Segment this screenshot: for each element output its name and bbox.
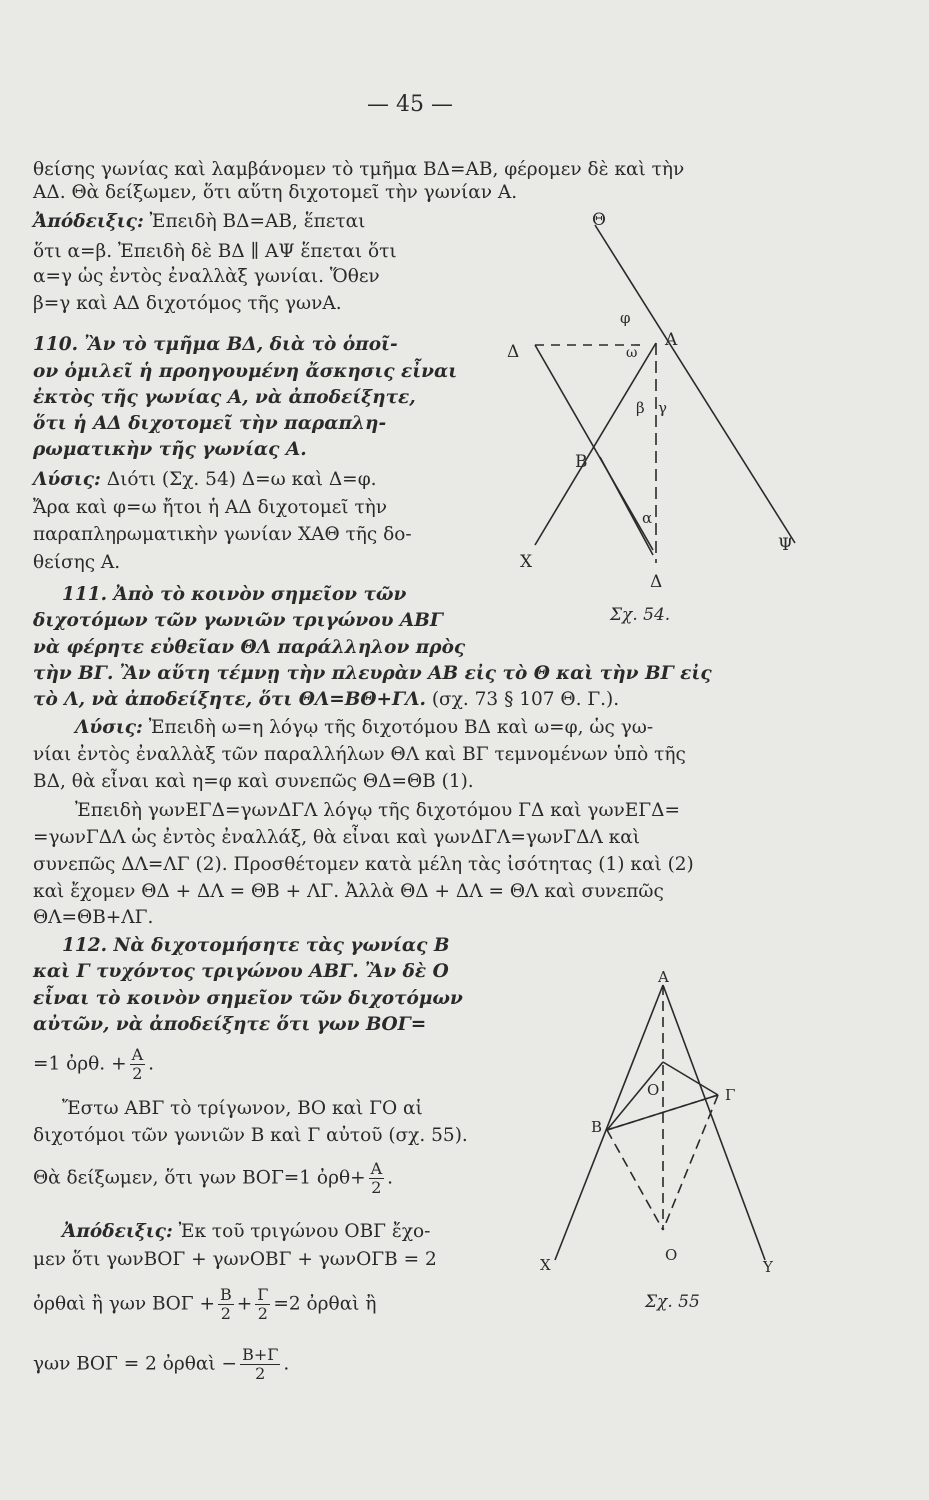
label-gamma: γ [658, 399, 667, 417]
line-b-delta [600, 457, 653, 555]
fraction [240, 1346, 280, 1383]
label-y: Υ [763, 1258, 773, 1276]
figure-54 [495, 195, 825, 635]
problem-111-line: νὰ φέρητε εὐθεῖαν ΘΛ παράλληλον πρὸς [33, 637, 466, 658]
label-b: Β [575, 452, 588, 472]
solution-line [75, 717, 653, 739]
fraction-denominator: 2 [255, 1364, 266, 1383]
reference: (σχ. 73 § 107 Θ. Γ.). [431, 689, 620, 710]
equation-tail: . [283, 1353, 290, 1375]
problem-111-line: τὴν ΒΓ. Ἂν αὕτη τέμνῃ τὴν πλευρὰν ΑΒ εἰς τὸ Θ καὶ τὴν ΒΓ εἰς [33, 663, 712, 684]
problem-110-line: ον ὁμιλεῖ ἡ προηγουμένη ἄσκησις εἶναι [33, 361, 458, 382]
fraction [218, 1286, 234, 1323]
figure-54-caption: Σχ. 54. [610, 605, 671, 625]
text-line: παραπληρωματικὴν γωνίαν ΧΑΘ τῆς δο- [33, 524, 412, 545]
equation-text: =2 ὀρθαὶ ἢ [273, 1293, 377, 1315]
dashed-b [607, 1130, 663, 1230]
problem-111-line: διχοτόμων τῶν γωνιῶν τριγώνου ΑΒΓ [33, 610, 443, 631]
text-line: θείσης γωνίας καὶ λαμβάνομεν τὸ τμῆμα ΒΔ=ΑΒ, φέρομεν δὲ καὶ τὴν [33, 159, 685, 180]
text-line: β=γ καὶ ΑΔ διχοτόμος τῆς γωνΑ. [33, 293, 342, 314]
equation-line [33, 1286, 376, 1323]
problem-111-line: τὸ Λ, νὰ ἀποδείξητε, ὅτι ΘΛ=ΒΘ+ΓΛ. [33, 689, 426, 710]
label-x: Χ [540, 1256, 551, 1274]
label-phi: φ [620, 309, 631, 327]
side-ag [663, 985, 765, 1260]
text-line: συνεπῶς ΔΛ=ΛΓ (2). Προσθέτομεν κατὰ μέλη τὰς ἰσότητας (1) καὶ (2) [33, 854, 694, 875]
text-line: Ἔστω ΑΒΓ τὸ τρίγωνον, ΒΟ καὶ ΓΟ αἱ [62, 1098, 423, 1119]
proof-line [62, 1221, 430, 1243]
text-line: καὶ ἔχομεν ΘΔ + ΔΛ = ΘΒ + ΛΓ. Ἀλλὰ ΘΔ + ΔΛ = ΘΛ καὶ συνεπῶς [33, 881, 664, 902]
solution-text: Ἐπειδὴ ω=η λόγῳ τῆς διχοτόμου ΒΔ καὶ ω=φ, ὡς γω- [148, 717, 654, 738]
figure-55-caption: Σχ. 55 [645, 1292, 700, 1312]
problem-110-line: ἐκτὸς τῆς γωνίας Α, νὰ ἀποδείξητε, [33, 387, 416, 408]
equation-line [33, 1346, 289, 1383]
problem-110-line: ρωματικὴν τῆς γωνίας Α. [33, 439, 307, 460]
proof-line [33, 211, 365, 233]
problem-112-line: αὐτῶν, νὰ ἀποδείξητε ὅτι γων ΒΟΓ= [33, 1014, 427, 1035]
solution-line [33, 469, 377, 491]
text-line: ΘΛ=ΘΒ+ΛΓ. [33, 907, 154, 928]
plus-sign: + [236, 1293, 253, 1315]
label-o-bottom: Ο [665, 1246, 678, 1264]
figure-55 [535, 960, 815, 1320]
fraction [130, 1046, 146, 1083]
problem-110-line: 110. Ἂν τὸ τμῆμα ΒΔ, διὰ τὸ ὁποῖ- [33, 334, 398, 355]
label-omega: ω [626, 345, 638, 361]
line-a-x [535, 343, 656, 545]
text-line: διχοτόμοι τῶν γωνιῶν Β καὶ Γ αὐτοῦ (σχ. 55). [33, 1125, 468, 1146]
equation-tail: . [148, 1053, 155, 1075]
solution-text: Διότι (Σχ. 54) Δ=ω καὶ Δ=φ. [106, 469, 377, 490]
text-line: ὅτι α=β. Ἐπειδὴ δὲ ΒΔ ∥ ΑΨ ἕπεται ὅτι [33, 241, 397, 262]
fraction-denominator: 2 [220, 1304, 231, 1323]
fraction-denominator: 2 [371, 1178, 382, 1197]
label-o-top: Ο [647, 1081, 660, 1099]
fraction [255, 1286, 270, 1323]
text-line: =γωνΓΔΛ ὡς ἐντὸς ἐναλλάξ, θὰ εἶναι καὶ γωνΔΓΛ=γωνΓΔΛ καὶ [33, 827, 640, 848]
label-psi: Ψ [778, 535, 793, 555]
problem-111-last-line [33, 689, 619, 711]
equation-line [33, 1046, 154, 1083]
problem-112-line: εἶναι τὸ κοινὸν σημεῖον τῶν διχοτόμων [33, 988, 463, 1009]
problem-112-line: 112. Νὰ διχοτομήσητε τὰς γωνίας Β [62, 935, 450, 956]
problem-112-line: καὶ Γ τυχόντος τριγώνου ΑΒΓ. Ἂν δὲ Ο [33, 961, 449, 982]
equation-text: ὀρθαὶ ἢ γων ΒΟΓ + [33, 1293, 215, 1315]
equation-text: =1 ὀρθ. + [33, 1053, 127, 1075]
label-b: Β [591, 1118, 603, 1136]
text-line: θείσης Α. [33, 552, 121, 573]
equation-line [33, 1160, 393, 1197]
fraction-denominator: 2 [132, 1064, 143, 1083]
text-line: Ἄρα καὶ φ=ω ἤτοι ἡ ΑΔ διχοτομεῖ τὴν [33, 497, 388, 518]
label-alpha: α [642, 509, 653, 527]
label-g: Γ [725, 1086, 736, 1104]
label-delta-left: Δ [507, 342, 520, 362]
text-line: μεν ὅτι γωνΒΟΓ + γωνΟΒΓ + γωνΟΓΒ = 2 [33, 1249, 437, 1270]
solution-label: Λύσις: [75, 717, 143, 738]
side-ab [555, 985, 663, 1260]
proof-text: Ἐπειδὴ ΒΔ=ΑΒ, ἕπεται [149, 211, 366, 232]
text-line: Ἐπειδὴ γωνΕΓΔ=γωνΔΓΛ λόγῳ τῆς διχοτόμου ΓΔ καὶ γωνΕΓΔ= [75, 800, 680, 821]
label-a: Α [665, 330, 678, 350]
label-x: Χ [520, 552, 533, 572]
label-theta: Θ [592, 210, 606, 230]
text-line: ΒΔ, θὰ εἶναι καὶ η=φ καὶ συνεπῶς ΘΔ=ΘΒ (1). [33, 771, 474, 792]
text-line: ΑΔ. Θὰ δείξωμεν, ὅτι αὕτη διχοτομεῖ τὴν γωνίαν Α. [33, 182, 518, 203]
problem-110-line: ὅτι ἡ ΑΔ διχοτομεῖ τὴν παραπλη- [33, 413, 387, 434]
problem-111-line: 111. Ἀπὸ τὸ κοινὸν σημεῖον τῶν [62, 584, 407, 605]
label-delta-bottom: Δ [650, 572, 663, 592]
proof-label: Ἀπόδειξις: [62, 1221, 173, 1242]
label-a: Α [658, 968, 669, 986]
fraction-numerator: Α [370, 1159, 383, 1178]
equation-text: γων ΒΟΓ = 2 ὀρθαὶ − [33, 1353, 238, 1375]
page-number: — 45 — [367, 92, 453, 117]
equation-tail: . [387, 1167, 394, 1189]
segment-og [663, 1062, 718, 1095]
fraction-numerator: Β [220, 1285, 232, 1304]
label-beta: β [636, 399, 645, 417]
proof-text: Ἐκ τοῦ τριγώνου ΟΒΓ ἔχο- [178, 1221, 431, 1242]
dashed-g [663, 1095, 718, 1230]
fraction-numerator: Γ [257, 1285, 269, 1304]
text-line: νίαι ἐντὸς ἐναλλὰξ τῶν παραλλήλων ΘΛ καὶ ΒΓ τεμνομένων ὑπὸ τῆς [33, 744, 686, 765]
fraction [369, 1160, 385, 1197]
line-theta-psi [595, 225, 795, 543]
fraction-denominator: 2 [257, 1304, 268, 1323]
solution-label: Λύσις: [33, 469, 101, 490]
text-line: α=γ ὡς ἐντὸς ἐναλλὰξ γωνίαι. Ὅθεν [33, 266, 380, 287]
fraction-numerator: Β+Γ [242, 1345, 279, 1364]
fraction-numerator: Α [131, 1045, 144, 1064]
equation-text: Θὰ δείξωμεν, ὅτι γων ΒΟΓ=1 ὀρθ+ [33, 1167, 366, 1189]
proof-label: Ἀπόδειξις: [33, 211, 144, 232]
